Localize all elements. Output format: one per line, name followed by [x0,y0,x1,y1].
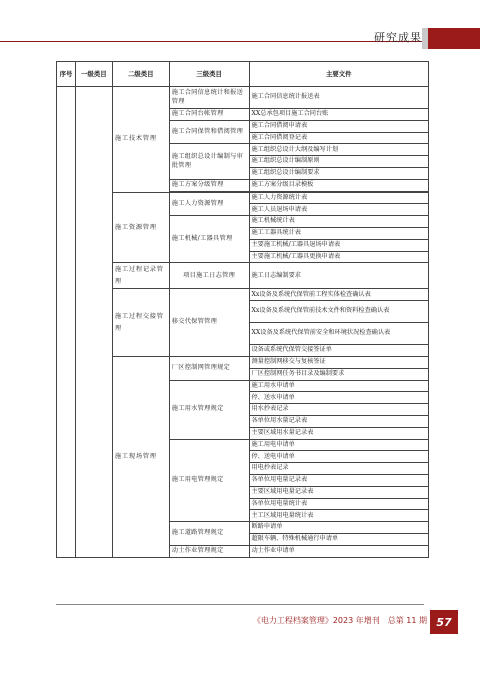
file-cell: 施工工器具统计表 [249,227,429,239]
header-level1: 一级类目 [75,62,112,87]
level3-cell: 施工机械/工器具管理 [169,216,249,263]
file-cell: 施工组织总设计大纲及编写计划 [249,144,429,156]
file-cell: 主要施工机械/工器具退场申请表 [249,239,429,251]
level2-cell: 施工过程交接管理 [112,289,169,357]
file-cell: 各单位用电量记录表 [249,474,429,486]
file-cell: 设备或系统代保管交接签证单 [249,345,429,357]
file-cell: 施工日志编制要求 [249,263,429,289]
file-cell: 停、送电申请单 [249,451,429,463]
file-cell: 施工用水申请单 [249,380,429,392]
file-cell: XX设备及系统代保管前安全和环境状况检查确认表 [249,323,429,345]
header-accent-block [428,28,480,49]
file-cell: 施工组织总设计编制要求 [249,167,429,179]
page-number: 57 [430,610,458,634]
file-cell: 施工人员退场申请表 [249,204,429,216]
file-cell: 施工用电申请单 [249,439,429,451]
level3-cell: 施工合同信息统计和报送管理 [169,87,249,109]
level3-cell: 施工方案分级管理 [169,179,249,191]
file-cell: 超限车辆、特殊机械通行申请单 [249,533,429,545]
level2-cell: 施工现场管理 [112,356,169,557]
level3-cell: 施工合同保管和借阅管理 [169,120,249,144]
journal-citation: 《电力工程档案管理》2023 年增刊 总第 11 期 [252,616,427,625]
level3-cell: 施工道路管理规定 [169,522,249,546]
file-cell: 断路申请单 [249,522,429,534]
table-row [57,192,429,204]
file-cell: 施工合同借阅申请表 [249,120,429,132]
level3-cell: 施工合同台帐管理 [169,109,249,121]
file-cell: Xx设备及系统代保管前工程实体检查确认表 [249,289,429,301]
level3-cell: 项目施工日志管理 [169,263,249,289]
table-row [57,87,429,109]
level3-cell: 施工用电管理规定 [169,439,249,522]
file-cell: 主要区域用水量记录表 [249,427,429,439]
file-cell: 施工机械统计表 [249,216,429,228]
file-cell: 施工方案分级目录模板 [249,179,429,191]
file-cell: 施工组织总设计编制原则 [249,156,429,168]
file-cell: 动土作业申请单 [249,545,429,557]
file-cell: 主要施工机械/工器具更换申请表 [249,251,429,263]
file-cell: 主要区域用电量记录表 [249,486,429,498]
table-row [57,356,429,368]
header-level2: 二级类目 [112,62,169,87]
file-cell: 各单位用电量统计表 [249,498,429,510]
file-cell: 施工合同借阅登记表 [249,132,429,144]
file-cell: 各单位用水量记录表 [249,415,429,427]
file-cell: 施工合同信息统计报送表 [249,87,429,109]
file-cell: 用水抄表记录 [249,404,429,416]
header-level3: 三级类目 [169,62,249,87]
level3-cell: 厂区控制网管理规定 [169,356,249,380]
section-title: 研究成果 [374,31,422,44]
level2-cell: 施工资源管理 [112,192,169,263]
file-cell: 厂区控制网任务书目录及编制要求 [249,368,429,380]
level2-cell: 施工技术管理 [112,87,169,193]
table-row [57,263,429,289]
archive-classification-table [56,61,429,558]
header-files: 主要文件 [249,62,429,87]
level3-cell: 施工组织总设计编制与审批管理 [169,144,249,179]
file-cell: 测量控制网移交与复核签证 [249,356,429,368]
file-cell: 主工区域用电量统计表 [249,510,429,522]
file-cell: 施工人力资源统计表 [249,192,429,204]
table-row [57,289,429,301]
header-seq: 序号 [57,62,76,87]
level3-cell: 移交代保管管理 [169,289,249,357]
level2-cell: 施工过程记录管理 [112,263,169,289]
level3-cell: 动土作业管理规定 [169,545,249,557]
seq-cell [57,87,76,558]
level1-cell [75,87,112,558]
footer-rule [56,604,424,605]
level3-cell: 施工用水管理规定 [169,380,249,439]
file-cell: 用电抄表记录 [249,463,429,475]
file-cell: XX总承包项目施工合同台账 [249,109,429,121]
level3-cell: 施工人力资源管理 [169,192,249,216]
file-cell: Xx设备及系统代保管前技术文件和资料检查确认表 [249,301,429,323]
table-header-row [57,62,429,87]
file-cell: 停、送水申请单 [249,392,429,404]
